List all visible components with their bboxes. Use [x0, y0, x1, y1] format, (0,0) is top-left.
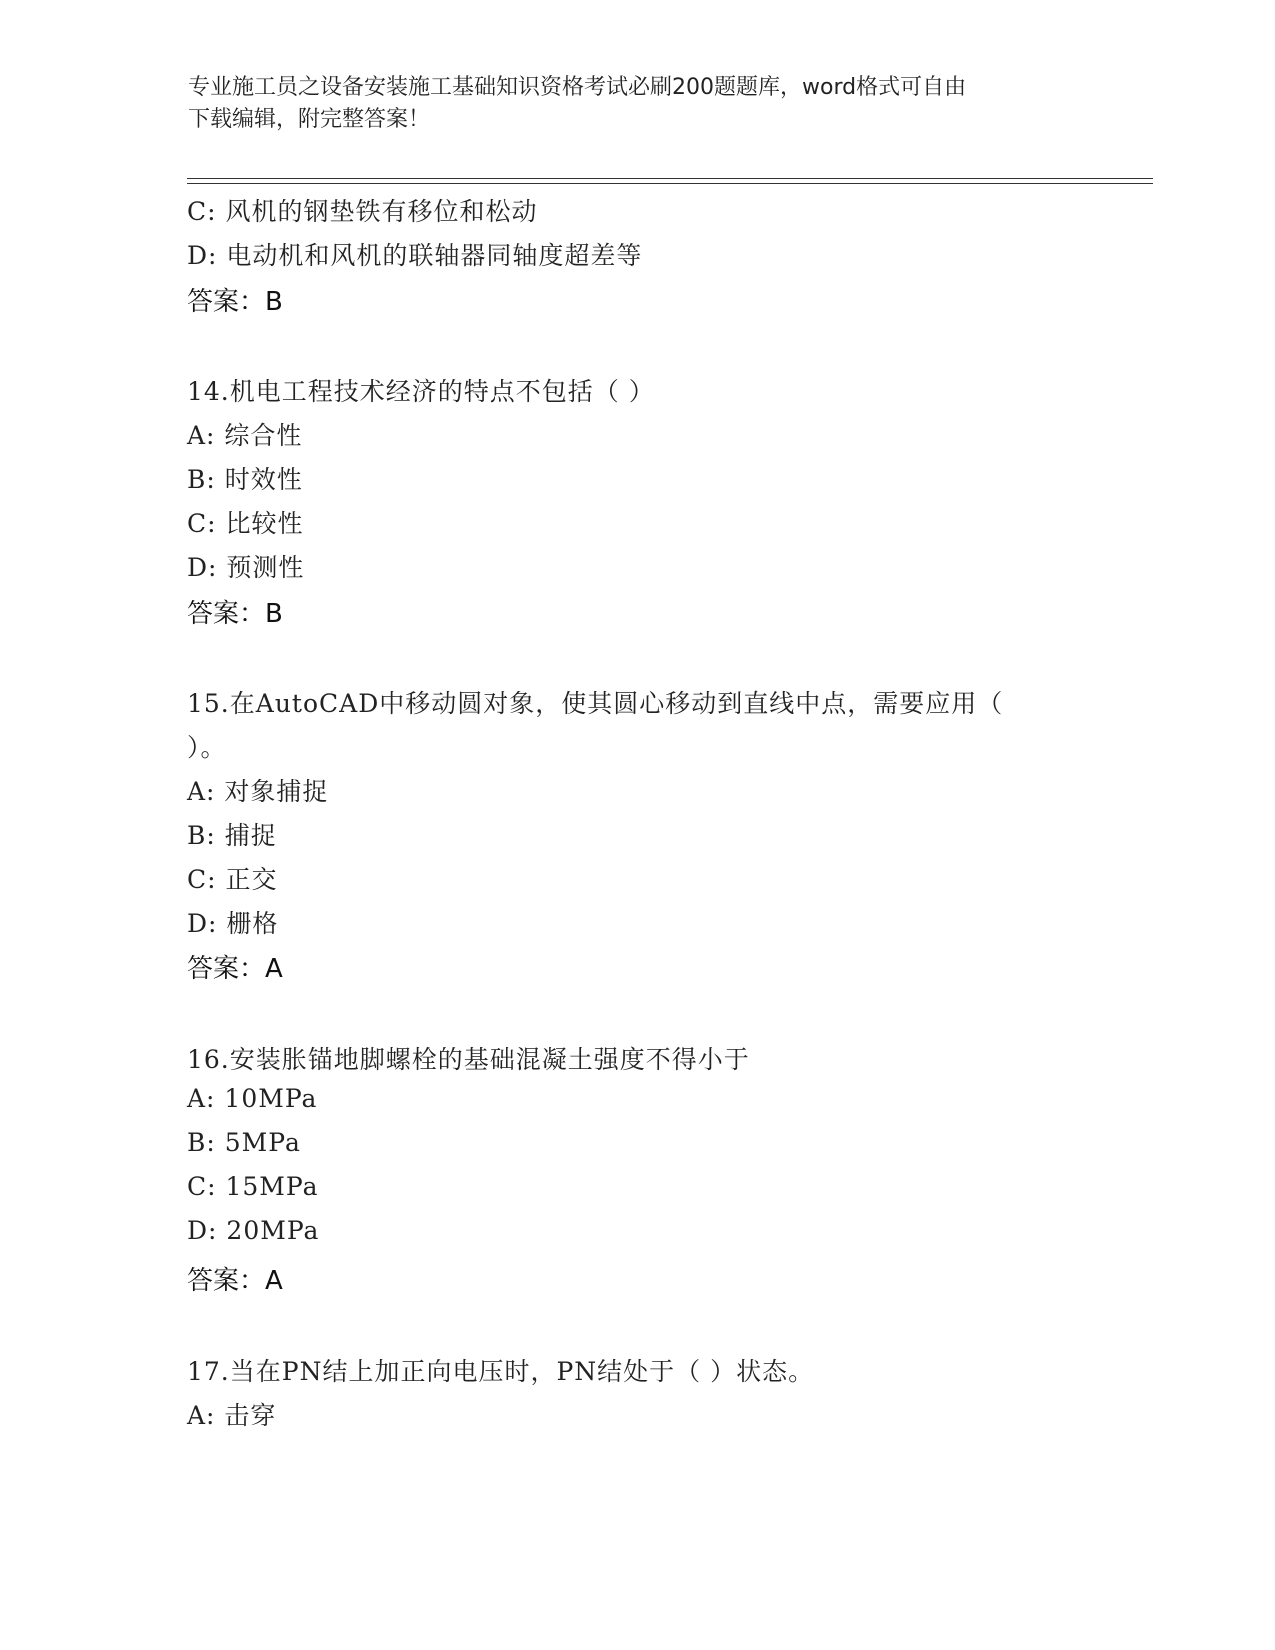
- q15-stem-line-1: 15.在AutoCAD中移动圆对象，使其圆心移动到直线中点，需要应用（: [187, 689, 1004, 718]
- q14-option-a: A: 综合性: [187, 421, 303, 450]
- q16-option-c: C: 15MPa: [187, 1172, 319, 1201]
- q14-option-d: D: 预测性: [187, 553, 305, 582]
- q17-option-a: A: 击穿: [187, 1401, 277, 1430]
- document-header: [188, 72, 1068, 136]
- q13-option-c: C: 风机的钢垫铁有移位和松动: [187, 197, 538, 226]
- header-line-1: 专业施工员之设备安装施工基础知识资格考试必刷200题题库，word格式可自由: [188, 75, 967, 100]
- q17-stem: 17.当在PN结上加正向电压时，PN结处于（ ）状态。: [187, 1357, 815, 1386]
- q14-option-c: C: 比较性: [187, 509, 304, 538]
- q15-answer: 答案：A: [187, 954, 283, 984]
- q14-stem: 14.机电工程技术经济的特点不包括（ ）: [187, 377, 655, 406]
- q16-option-a: A: 10MPa: [187, 1084, 318, 1113]
- q14-option-b: B: 时效性: [187, 465, 303, 494]
- header-rule-bottom: [187, 183, 1153, 184]
- q14-answer: 答案：B: [187, 599, 283, 629]
- q15-stem-line-2: ）。: [187, 733, 227, 762]
- q15-option-a: A: 对象捕捉: [187, 777, 329, 806]
- q16-stem: 16.安装胀锚地脚螺栓的基础混凝土强度不得小于: [187, 1045, 750, 1074]
- q15-option-b: B: 捕捉: [187, 821, 277, 850]
- q13-option-d: D: 电动机和风机的联轴器同轴度超差等: [187, 241, 643, 270]
- q13-answer: 答案：B: [187, 287, 283, 317]
- q16-answer: 答案：A: [187, 1266, 283, 1296]
- q16-option-b: B: 5MPa: [187, 1128, 301, 1157]
- q16-option-d: D: 20MPa: [187, 1216, 320, 1245]
- header-rule-top: [187, 178, 1153, 179]
- header-line-2: 下载编辑，附完整答案！: [188, 107, 431, 132]
- q15-option-c: C: 正交: [187, 865, 278, 894]
- q15-option-d: D: 栅格: [187, 909, 279, 938]
